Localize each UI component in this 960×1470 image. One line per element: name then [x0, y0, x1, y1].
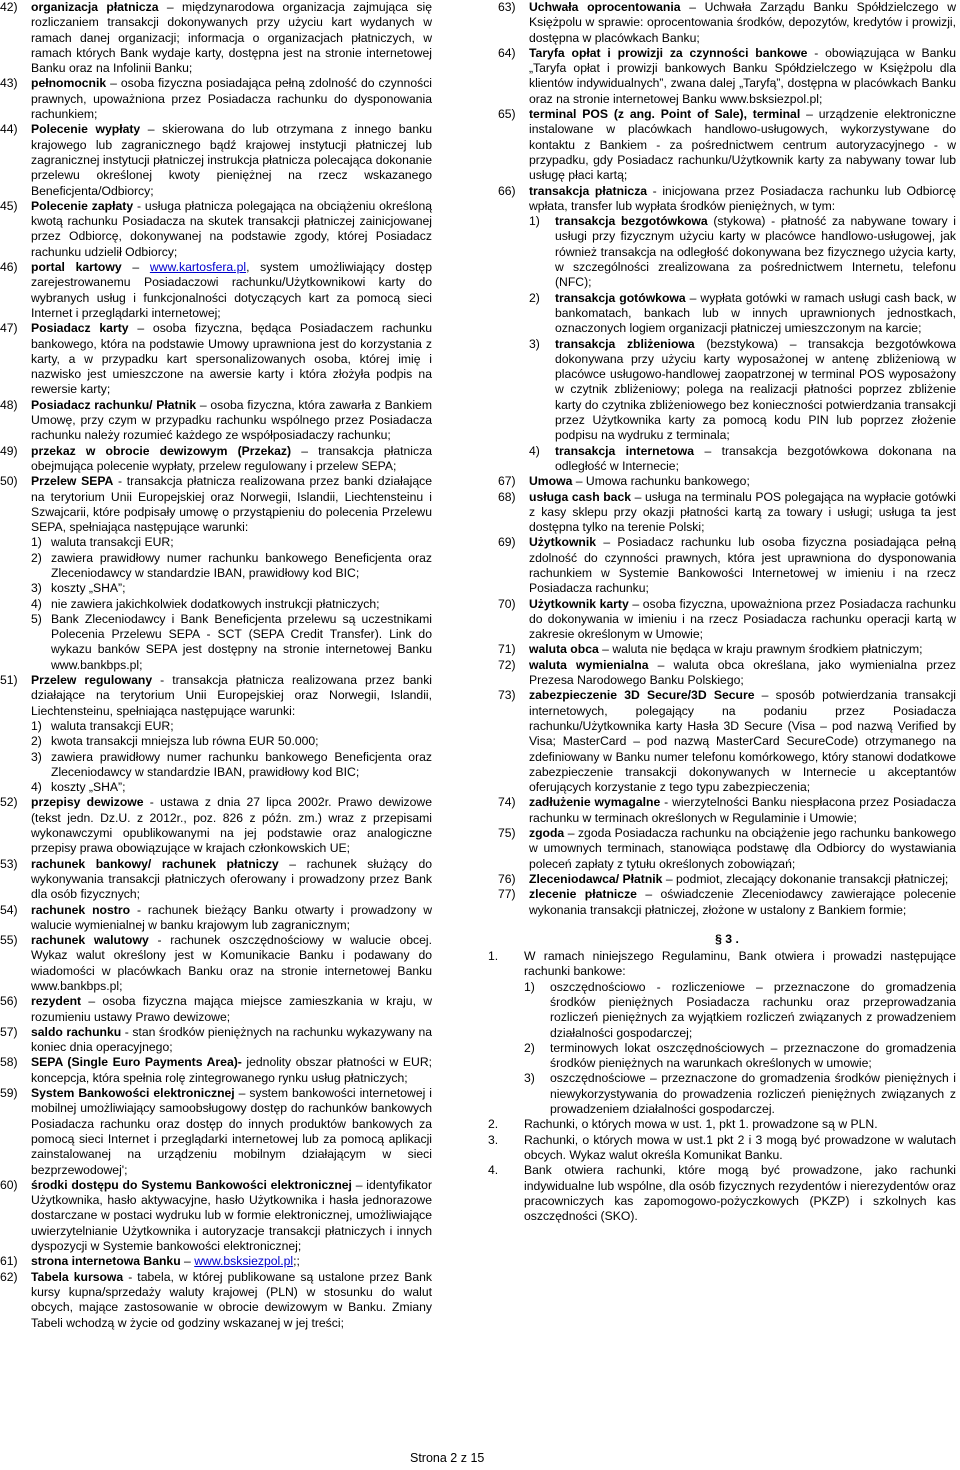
item-number: 75) — [498, 826, 516, 841]
definition-item — [498, 535, 956, 596]
item-text: - ustawa z dnia 27 lipca 2002r. Prawo dewizowe (tekst jedn. Dz.U. z 2012r., poz. 826 z późn. zm.) wraz z przepisami wykonawczymi opublikowanymi na jej podstawie oraz analogiczne przepisy prawa obowiązujące w krajach członkowskich UE; — [31, 795, 432, 856]
definition-item — [0, 994, 432, 1025]
item-text: – osoba fizyczna, będąca Posiadaczem rachunku bankowego, która na podstawie Umowy uprawniona jest do korzystania z karty, a w przypadku kart spersonalizowanych osoba, której imię i nazwisko jest umieszczone na awersie karty i która złożyła podpis na rewersie karty; — [31, 321, 432, 397]
item-term: System Bankowości elektronicznej — [31, 1086, 235, 1101]
item-number: 68) — [498, 489, 516, 504]
paragraph-number: 3. — [488, 1132, 499, 1147]
sub-item — [31, 597, 432, 612]
definition-item — [0, 673, 432, 719]
definition-item — [0, 1025, 432, 1056]
sub-list — [0, 535, 432, 673]
sub-item-term: transakcja internetowa — [555, 443, 695, 458]
item-term: zadłużenie wymagalne — [529, 795, 661, 810]
item-number: 56) — [0, 994, 18, 1009]
sub-item-text: oszczędnościowe – przeznaczone do gromadzenia środków pieniężnych i niewykorzystywania do prowadzenia rozliczeń pieniężnych związanych z prowadzeniem działalności gospodarczej. — [550, 1071, 956, 1117]
sub-item — [31, 551, 432, 582]
item-number: 51) — [0, 673, 18, 688]
definition-item — [0, 903, 432, 934]
section-paragraph — [488, 1117, 956, 1132]
sub-item — [31, 734, 432, 749]
definition-item — [498, 826, 956, 872]
sub-item — [529, 214, 956, 290]
item-number: 63) — [498, 0, 516, 14]
sub-item-number: 3) — [31, 749, 42, 764]
sub-item — [31, 780, 432, 795]
item-text: – rachunek służący do wykonywania transakcji płatniczych oferowany i prowadzony przez Bank dla osób fizycznych; — [31, 856, 433, 902]
item-number: 47) — [0, 321, 18, 336]
item-term: waluta wymienialna — [529, 657, 649, 672]
item-term: przekaz w obrocie dewizowym (Przekaz) — [31, 443, 292, 458]
sub-item-number: 1) — [529, 214, 540, 229]
definition-item — [498, 887, 956, 918]
item-term: Użytkownik — [529, 535, 597, 550]
item-text: – sposób potwierdzania transakcji internetowych, polegający na podaniu przez Posiadacza rachunku/Użytkownika karty Hasła 3D Secure (Visa – pod nazwą Verified by Visa; MasterCard – pod nazwą MasterCard SecureCode) otrzymanego na zdefiniowany w Banku numer telefonu komórkowego, który stanowi dodatkowe zabezpieczenie transakcji dokonywanych w Internecie u akceptantów oferujących korzystanie z tego typu zabezpieczenia; — [529, 688, 956, 795]
item-term: rachunek walutowy — [31, 933, 149, 948]
sub-item-text: kwota transakcji mniejsza lub równa EUR 50.000; — [51, 734, 319, 749]
item-term: Tabela kursowa — [31, 1269, 124, 1284]
definition-item — [0, 122, 432, 198]
sub-item — [31, 719, 432, 734]
sub-item-term: transakcja zbliżeniowa — [555, 336, 695, 351]
item-text: - transakcja płatnicza realizowana przez banki działające na terytorium Unii Europejskiej oraz Norwegii, Islandii, Liechtensteinu i Szwajcarii, które podpisały umowę o przystąpieniu do polecenia Przelewu SEPA, spełniająca następujące warunki: — [31, 474, 432, 535]
definition-item — [498, 795, 956, 826]
item-number: 43) — [0, 76, 18, 91]
sub-item-number: 3) — [31, 581, 42, 596]
sub-item — [31, 612, 432, 673]
item-term: Użytkownik karty — [529, 596, 629, 611]
item-term: waluta obca — [529, 642, 599, 657]
sub-list — [0, 719, 432, 795]
sub-item-number: 1) — [524, 979, 535, 994]
item-number: 61) — [0, 1254, 18, 1269]
definition-item — [0, 1055, 432, 1086]
item-number: 44) — [0, 122, 18, 137]
sub-item-term: transakcja gotówkowa — [555, 290, 686, 305]
item-term: strona internetowa Banku — [31, 1254, 181, 1269]
paragraph-text: W ramach niniejszego Regulaminu, Bank otwiera i prowadzi następujące rachunki bankowe: — [524, 949, 956, 979]
definition-item — [0, 474, 432, 535]
item-number: 64) — [498, 45, 516, 60]
sub-item-number: 3) — [529, 336, 540, 351]
item-term: Uchwała oprocentowania — [529, 0, 681, 14]
definition-item — [0, 199, 432, 260]
sub-item-number: 2) — [31, 550, 42, 565]
sub-item — [31, 750, 432, 781]
item-number: 73) — [498, 688, 516, 703]
sub-item-text: (bezstykowa) – transakcja bezgotówkowa dokonywana przy użyciu karty wyposażonej w antenę zbliżeniową w placówce usługowo-handlowej zaopatrzonej w terminal POS wyposażony w czytnik zbliżeniowy; polega na realizacji płatności poprzez zbliżenie karty do czytnika zbliżeniowego bez konieczności potwierdzania transakcji przez Użytkownika karty za pomocą kodu PIN lub poprzez złożenie podpisu na wydruku z terminala; — [555, 336, 956, 443]
item-term: rachunek nostro — [31, 902, 131, 917]
definition-item — [498, 597, 956, 643]
item-number: 57) — [0, 1024, 18, 1039]
sub-item-number: 3) — [524, 1071, 535, 1086]
item-text: – waluta obca określana, jako wymienialna przez Prezesa Narodowego Banku Polskiego; — [529, 657, 956, 688]
item-text: - transakcja płatnicza realizowana przez banki działające na terytorium Unii Europejskiej oraz Norwegii, Islandii, Liechtensteinu, spełniająca następujące warunki: — [31, 673, 432, 718]
item-number: 67) — [498, 474, 516, 489]
sub-item — [529, 337, 956, 444]
item-text: – usługa na terminalu POS polegająca na wypłacie gotówki z kasy sklepu przy okazji płatności kartą za towary i usługi; usługa ta jest dostępna tylko na terenie Polski; — [529, 489, 956, 535]
item-number: 71) — [498, 642, 516, 657]
sub-list — [488, 980, 956, 1118]
item-number: 45) — [0, 198, 18, 213]
section-paragraph — [488, 1163, 956, 1224]
item-number: 74) — [498, 795, 516, 810]
item-term: przepisy dewizowe — [31, 795, 144, 810]
definition-item — [0, 321, 432, 397]
item-text: - usługa płatnicza polegająca na obciążeniu określoną kwotą rachunku Posiadacza na skutek transakcji płatniczej zainicjowanej przez Odbiorcę, dokonywanej na podstawie zgody, której Posiadacz rachunku udzielił Odbiorcy; — [31, 198, 432, 259]
item-term: rachunek bankowy/ rachunek płatniczy — [31, 856, 279, 871]
item-text: – zgoda Posiadacza rachunku na obciążenie jego rachunku bankowego w umownych terminach, stanowiąca podstawę dla Odbiorcy do wystawiania poleceń zapłaty z tytułu określonych zobowiązań; — [529, 826, 956, 871]
item-text: – transakcja płatnicza obejmująca polecenie wypłaty, przelew regulowany i przelew SEPA; — [31, 443, 432, 473]
item-number: 69) — [498, 535, 516, 550]
left-column — [0, 0, 432, 1331]
item-term: środki dostępu do Systemu Bankowości elektronicznej — [31, 1177, 352, 1192]
item-number: 72) — [498, 657, 516, 672]
definition-item — [0, 1086, 432, 1178]
item-term: Taryfa opłat i prowizji za czynności bankowe — [529, 45, 808, 60]
definition-item — [498, 658, 956, 689]
item-text-continued: , system umożliwiający dostęp zarejestrowanemu Posiadaczowi rachunku/Użytkownikowi karty do wybranych usług i funkcjonalności dotyczących kart za pomocą sieci Internet i przeglądarki internetowej; — [31, 260, 432, 320]
item-text: – osoba fizyczna mająca miejsce zamieszkania w kraju, w rozumieniu ustawy Prawo dewizowe; — [31, 994, 432, 1024]
sub-item-text: zawiera prawidłowy numer rachunku bankowego Beneficjenta oraz Zleceniodawcy w standardzie IBAN, prawidłowy kod BIC; — [51, 749, 432, 779]
item-term: Posiadacz karty — [31, 321, 129, 336]
sub-item-text: koszty „SHA”; — [51, 581, 126, 596]
section-paragraph — [488, 949, 956, 980]
item-text: – osoba fizyczna, upoważniona przez Posiadacza rachunku do dokonywania w imieniu i na rzecz Posiadacza rachunku operacji kartą w zakresie określonym w Umowie; — [529, 596, 956, 642]
item-text: – osoba fizyczna posiadająca pełną zdolność do czynności prawnych, upoważniona przez Posiadacza rachunku do dysponowania rachunkiem; — [31, 76, 432, 122]
sub-item-text: koszty „SHA”; — [51, 780, 126, 795]
item-number: 53) — [0, 856, 18, 871]
definition-item — [498, 107, 956, 183]
sub-item-number: 5) — [31, 611, 42, 626]
item-text: - wierzytelności Banku niespłacona przez Posiadacza rachunku w terminach określonych w Regulaminie i Umowie; — [529, 795, 957, 825]
definition-item — [0, 1254, 432, 1269]
item-text: - obowiązująca w Banku „Taryfa opłat i prowizji bankowych Banku Spółdzielczego w Księżpolu dla klientów indywidualnych”, zwana dalej „Taryfą”, dostępna w placówkach Banku oraz na stronie internetowej Banku www.bsksiezpol.pl; — [529, 45, 956, 106]
definition-item — [0, 444, 432, 475]
item-term: zlecenie płatnicze — [529, 887, 637, 902]
section-list — [488, 949, 956, 1224]
item-term: Przelew regulowany — [31, 673, 153, 688]
item-text: – podmiot, zlecający dokonanie transakcji płatniczej; — [662, 871, 949, 886]
sub-item-number: 4) — [31, 780, 42, 795]
item-term: Polecenie zapłaty — [31, 198, 134, 213]
sub-item — [529, 444, 956, 475]
sub-item-number: 2) — [524, 1040, 535, 1055]
definition-item — [0, 795, 432, 856]
sub-item — [524, 980, 956, 1041]
item-term: organizacja płatnicza — [31, 0, 159, 14]
item-number: 46) — [0, 260, 18, 275]
item-number: 66) — [498, 183, 516, 198]
definition-item — [498, 872, 956, 887]
website-link[interactable]: www.kartosfera.pl — [149, 260, 247, 275]
sub-item-number: 1) — [31, 718, 42, 733]
item-term: saldo rachunku — [31, 1024, 122, 1039]
item-number: 76) — [498, 871, 516, 886]
definition-item — [0, 1178, 432, 1254]
item-number: 58) — [0, 1055, 18, 1070]
sub-item-number: 4) — [31, 596, 42, 611]
section-title: § 3 . — [715, 931, 739, 946]
item-number: 42) — [0, 0, 18, 14]
sub-item-text: – wypłata gotówki w ramach usługi cash back, w bankomatach, bankach lub w innych uprawnionych jednostkach, oznaczonych logiem organizacji płatniczej umieszczonym na karcie; — [555, 290, 956, 336]
item-text: - stan środków pieniężnych na rachunku wykazywany na koniec dnia operacyjnego; — [31, 1024, 433, 1055]
item-number: 55) — [0, 933, 18, 948]
definition-item — [0, 0, 432, 76]
sub-item-text: (stykowa) - płatność za nabywane towary i usługi przy fizycznym użyciu karty w placówce handlowo-usługowej, jak również transakcja na odległość dokonywana bez fizycznego użycia karty, w szczególności zrealizowana za pośrednictwem Internetu, telefonu (NFC); — [555, 214, 957, 290]
sub-item-text: waluta transakcji EUR; — [51, 535, 174, 550]
item-number: 54) — [0, 902, 18, 917]
definition-item — [498, 474, 956, 489]
sub-item-number: 4) — [529, 443, 540, 458]
item-number: 70) — [498, 596, 516, 611]
item-text: jednolity obszar płatności w EUR; koncepcja, która spełnia rolę zintegrowanego rynku usług płatniczych; — [31, 1055, 433, 1085]
sub-item-number: 2) — [31, 734, 42, 749]
definition-item — [498, 490, 956, 536]
sub-item-text: – transakcja bezgotówkowa dokonana na odległość w Internecie; — [555, 443, 956, 473]
sub-item-text: terminowych lokat oszczędnościowych – przeznaczone do gromadzenia środków pieniężnych na warunkach określonych w umowie; — [550, 1040, 956, 1071]
item-term: pełnomocnik — [31, 76, 107, 91]
item-term: rezydent — [31, 994, 82, 1009]
sub-item — [31, 535, 432, 550]
item-text: – osoba fizyczna, która zawarła z Bankiem Umowę, przy czym w przypadku rachunku wspólnego przez Posiadacza rachunku należy rozumieć każdego ze współposiadaczy rachunku; — [31, 397, 432, 443]
item-term: SEPA (Single Euro Payments Area)- — [31, 1055, 242, 1070]
paragraph-text: Rachunki, o których mowa w ust. 1, pkt 1. prowadzone są w PLN. — [524, 1117, 878, 1132]
right-column — [488, 0, 957, 1224]
sub-item — [529, 291, 956, 337]
item-text: – — [180, 1254, 195, 1269]
item-text: - rachunek oszczędnościowy w walucie obcej. Wykaz walut określony jest w Komunikacie Banku i podawany do wiadomości w placówkach Banku oraz na stronie internetowej Banku www.bankbps.pl; — [31, 933, 432, 993]
item-term: Zleceniodawca/ Płatnik — [529, 871, 663, 886]
item-number: 65) — [498, 107, 516, 122]
sub-item — [524, 1071, 956, 1117]
page-number: Strona 2 z 15 — [410, 1451, 485, 1465]
sub-item — [31, 581, 432, 596]
item-number: 49) — [0, 443, 18, 458]
item-text: - inicjowana przez Posiadacza rachunku lub Odbiorcę wpłata, transfer lub wypłata środków pieniężnych, w tym: — [529, 183, 956, 213]
sub-item-term: transakcja bezgotówkowa — [555, 214, 708, 229]
definition-item — [0, 260, 432, 321]
definition-item — [498, 46, 956, 107]
item-term: zabezpieczenie 3D Secure/3D Secure — [529, 688, 755, 703]
item-number: 60) — [0, 1177, 18, 1192]
item-term: Przelew SEPA — [31, 474, 114, 489]
item-number: 50) — [0, 474, 18, 489]
item-text: – Uchwała Zarządu Banku Spółdzielczego w Księżpolu w sprawie: oprocentowania środków, depozytów, kredytów i prowizji, dostępna w placówkach Banku; — [529, 0, 956, 45]
sub-item-number: 1) — [31, 535, 42, 550]
paragraph-number: 1. — [488, 949, 499, 964]
sub-item-text: Bank Zleceniodawcy i Bank Beneficjenta przelewu są uczestnikami Polecenia Przelewu SEPA - SCT (SEPA Credit Transfer). Link do wykazu banków SEPA jest dostępny na stronie internetowej Banku www.bankbps.pl; — [51, 611, 432, 672]
sub-item-number: 2) — [529, 290, 540, 305]
item-term: Posiadacz rachunku/ Płatnik — [31, 397, 197, 412]
item-text: – Umowa rachunku bankowego; — [572, 474, 750, 489]
item-text: - rachunek bieżący Banku otwarty i prowadzony w walucie wymienialnej w banku krajowym lub zagranicznym; — [31, 902, 432, 932]
item-number: 62) — [0, 1269, 18, 1284]
website-link[interactable]: www.bsksiezpol.pl — [194, 1254, 294, 1269]
paragraph-number: 2. — [488, 1117, 499, 1132]
definition-item — [0, 933, 432, 994]
definition-item — [0, 857, 432, 903]
item-term: Umowa — [529, 474, 573, 489]
item-text-continued: ;; — [293, 1254, 300, 1269]
item-term: transakcja płatnicza — [529, 183, 648, 198]
paragraph-number: 4. — [488, 1163, 499, 1178]
item-term: Polecenie wypłaty — [31, 122, 141, 137]
sub-list — [498, 214, 956, 474]
item-number: 48) — [0, 397, 18, 412]
paragraph-text: Rachunki, o których mowa w ust.1 pkt 2 i 3 mogą być prowadzone w walutach obcych. Wykaz walut określa Komunikat Banku. — [524, 1132, 956, 1162]
item-text: – Posiadacz rachunku lub osoba fizyczna posiadająca pełną zdolność do czynności prawnych, która jest uprawniona do dysponowania rachunkiem w Systemie Bankowości Internetowej w imieniu i na rzecz Posiadacza rachunku; — [529, 535, 956, 596]
definition-item — [498, 688, 956, 795]
item-text: – oświadczenie Zleceniodawcy zawierające polecenie wykonania transakcji płatniczej, złożone w ustalony z Bankiem formie; — [529, 887, 956, 917]
item-text: - tabela, w której publikowane są ustalone przez Bank kursy kupna/sprzedaży waluty krajowej (PLN) w stosunku do walut obcych, mające zastosowanie w obrocie dewizowym w Banku. Zmiany Tabeli wchodzą w życie od godziny wskazanej w jej treści; — [31, 1269, 432, 1330]
item-number: 52) — [0, 795, 18, 810]
definition-item — [498, 0, 956, 46]
sub-item-text: oszczędnościowo - rozliczeniowe – przeznaczone do gromadzenia środków pieniężnych Posiadacza rachunku oraz przeprowadzania rozliczeń pieniężnych za wyjątkiem rozliczeń związanych z prowadzeniem działalności gospodarczej; — [550, 979, 956, 1040]
section-paragraph — [488, 1133, 956, 1164]
item-text: – urządzenie elektroniczne instalowane w placówkach handlowo-usługowych, wykorzystywane do kontaktu z Bankiem - za pośrednictwem centrum autoryzacyjnego - w przypadku, gdy Posiadacz rachunku/Użytkownik karty za nabywany towar lub usługę płaci kartą; — [529, 107, 957, 183]
item-term: terminal POS (z ang. Point of Sale), terminal — [529, 107, 801, 122]
definition-item — [0, 398, 432, 444]
item-text: – międzynarodowa organizacja zajmująca się rozliczaniem transakcji dokonywanych przy użyciu kart wydanych w ramach danej organizacji; informacja o organizacjach płatniczych, w ramach których Bank wydaje karty, dostępna jest na stronie internetowej Banku oraz na Infolinii Banku; — [31, 0, 432, 76]
sub-item-text: nie zawiera jakichkolwiek dodatkowych instrukcji płatniczych; — [51, 596, 380, 611]
sub-item-text: waluta transakcji EUR; — [51, 718, 174, 733]
item-number: 77) — [498, 887, 516, 902]
sub-item — [524, 1041, 956, 1072]
item-term: portal kartowy — [31, 260, 122, 275]
item-text: – system bankowości internetowej i mobilnej umożliwiający samoobsługowy dostęp do rachunków bankowych Posiadacza rachunku oraz dostęp do innych produktów bankowych za pomocą sieci Internet i przeglądarki internetowej lub za pomocą aplikacji zainstalowanej na urządzeniu mobilnym działającym w sieci bezprzewodowej'; — [31, 1086, 432, 1177]
item-text: – skierowana do lub otrzymana z innego banku krajowego lub zagranicznego bądź krajowej instytucji płatniczej lub zagranicznej instytucji płatniczej instrukcja płatnicza polecająca dokonanie przelewu określonej kwoty pieniężnej na rzecz wskazanego Beneficjenta/Odbiorcy; — [31, 122, 432, 198]
item-text: – waluta nie będąca w kraju prawnym środkiem płatniczym; — [598, 642, 923, 657]
item-number: 59) — [0, 1086, 18, 1101]
definition-item — [498, 642, 956, 657]
definition-item — [0, 76, 432, 122]
item-text: – identyfikator Użytkownika, hasło aktywacyjne, hasło Użytkownika i hasła jednorazowe dostarczane w postaci wydruku lub w formie elektronicznej, umożliwiające uwierzytelnianie Użytkownika i autoryzacje transakcji płatniczych i innych dyspozycji w Systemie bankowości elektronicznej; — [31, 1177, 432, 1254]
sub-item-text: zawiera prawidłowy numer rachunku bankowego Beneficjenta oraz Zleceniodawcy w standardzie IBAN, prawidłowy kod BIC; — [51, 550, 432, 580]
definition-item — [498, 184, 956, 215]
definition-item — [0, 1270, 432, 1331]
paragraph-text: Bank otwiera rachunki, które mogą być prowadzone, jako rachunki indywidualne lub wspólne, dla osób fizycznych rezydentów i nierezydentów oraz pracowniczych kas zapomogowo-pożyczkowych (PKZP) i szkolnych kas oszczędności (SKO). — [524, 1163, 956, 1224]
item-term: usługa cash back — [529, 489, 632, 504]
item-text: – — [121, 260, 150, 275]
item-term: zgoda — [529, 826, 565, 841]
